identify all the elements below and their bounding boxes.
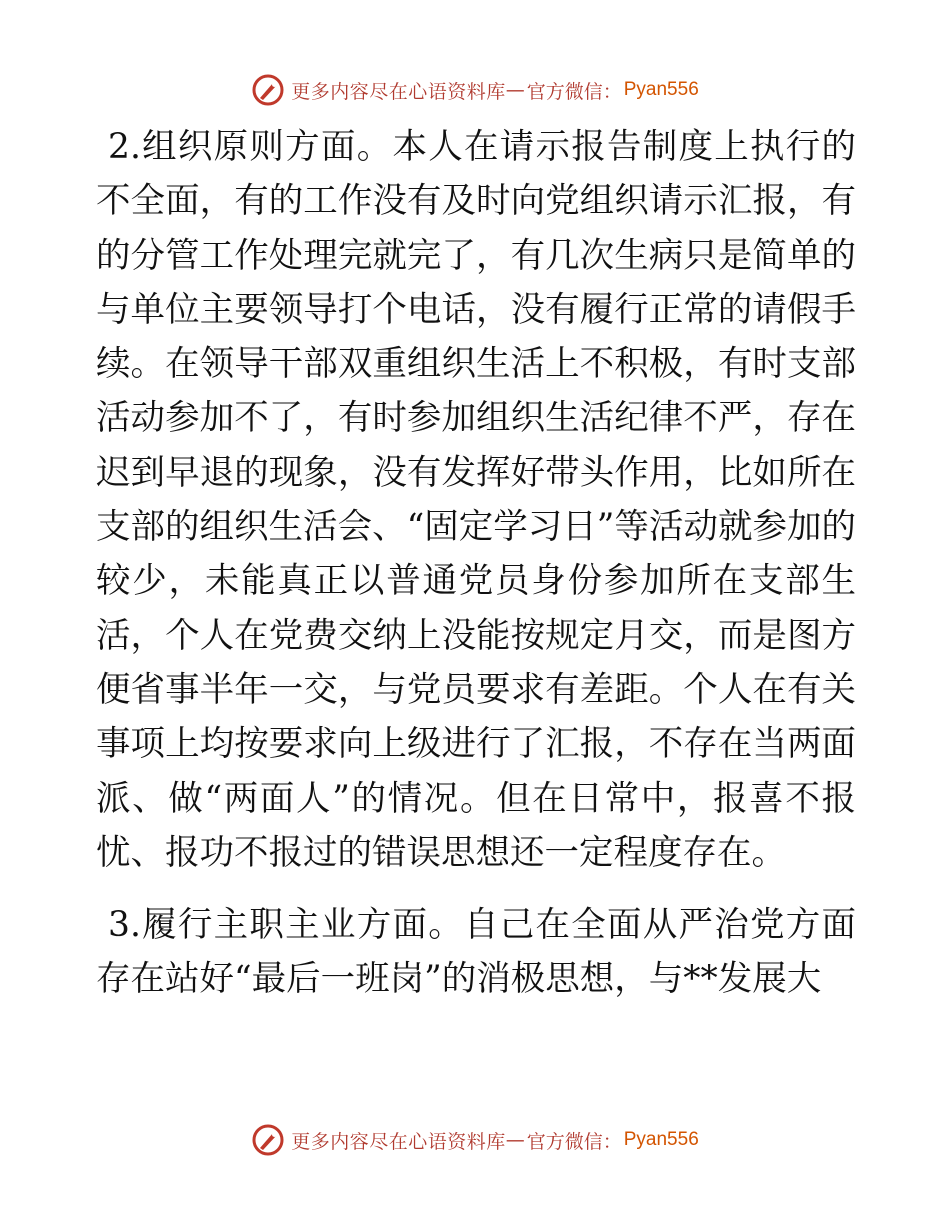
watermark-label: 官方微信： [526,1130,622,1153]
watermark-header [0,70,950,110]
watermark-id: Pyan556 [623,1129,699,1150]
paragraph [96,120,856,880]
watermark-label: 官方微信： [526,80,622,103]
watermark-text: 更多内容尽在心语资料库 [291,1130,506,1153]
pen-logo-icon [251,73,285,107]
watermark-id: Pyan556 [623,79,699,100]
watermark-dash: — [505,1129,525,1151]
watermark-text: 更多内容尽在心语资料库 [291,80,506,103]
paragraph-text: 2.组织原则方面。本人在请示报告制度上执行的不全面，有的工作没有及时向党组织请示汇报，有的分管工作处理完就完了，有几次生病只是简单的与单位主要领导打个电话，没有履行正常的请假手续。在领导干部双重组织生活上不积极，有时支部活动参加不了，有时参加组织生活纪律不严，存在迟到早退的现象，没有发挥好带头作用，比如所在支部的组织生活会、“固定学习日”等活动就参加的较少，未能真正以普通党员身份参加所在支部生活，个人在党费交纳上没能按规定月交，而是图方便省事半年一交，与党员要求有差距。个人在有关事项上均按要求向上级进行了汇报，不存在当两面派、做“两面人”的情况。但在日常中，报喜不报忧、报功不报过的错误思想还一定程度存在。 [96,127,856,873]
paragraph-text: 3.履行主职主业方面。自己在全面从严治党方面存在站好“最后一班岗”的消极思想，与**发展大 [96,905,856,1000]
watermark-footer [0,1120,950,1160]
watermark-dash: — [505,79,525,101]
paragraph [96,898,856,1007]
pen-logo-icon [251,1123,285,1157]
document-body [96,120,856,1007]
